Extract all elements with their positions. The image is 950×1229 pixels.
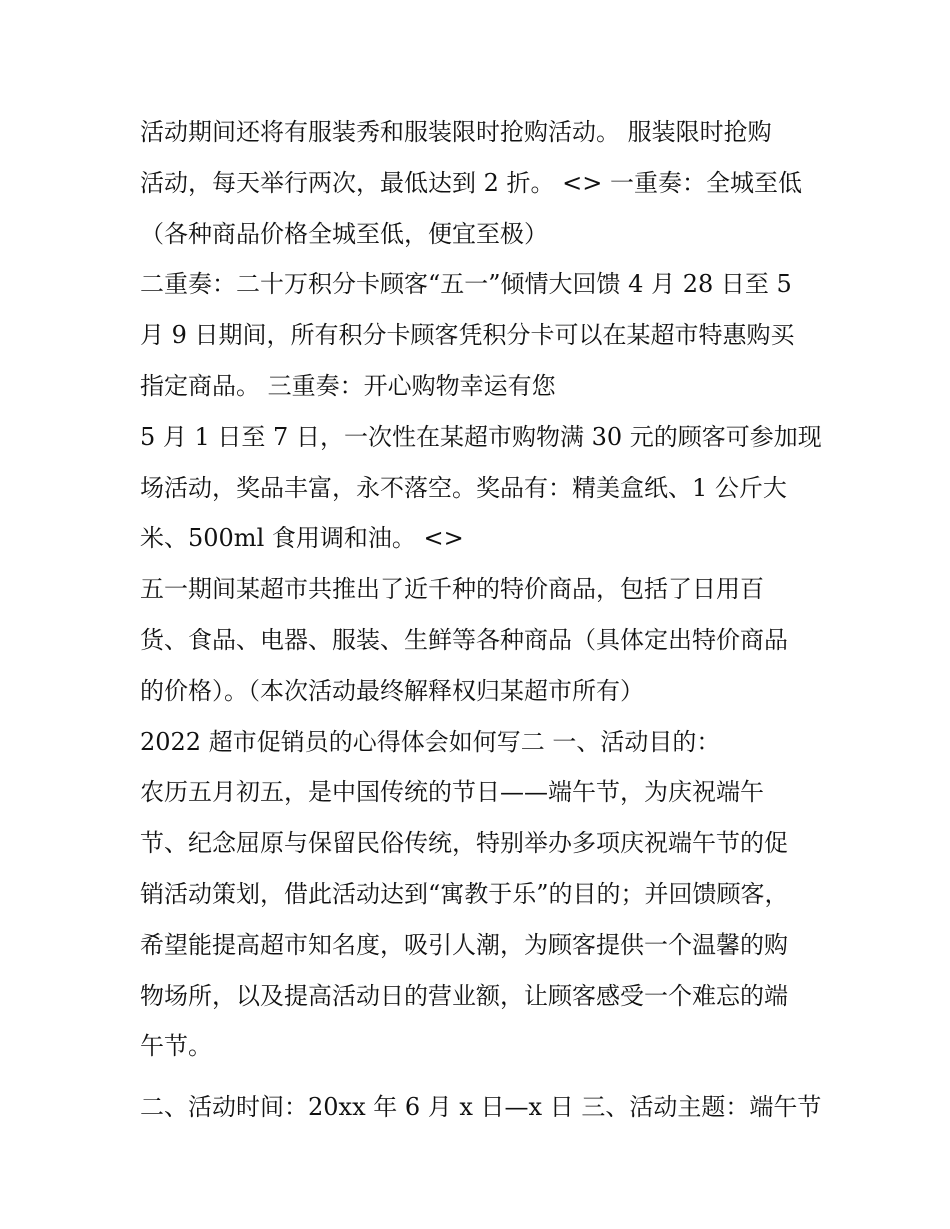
text-line: 节、纪念屈原与保留民俗传统，特别举办多项庆祝端午节的促 [140,829,788,858]
text-line: 活动，每天举行两次，最低达到 2 折。 <> 一重奏：全城至低 [140,168,803,197]
text-line: 指定商品。 三重奏：开心购物幸运有您 [140,371,556,400]
text-line: 的价格）。（本次活动最终解释权归某超市所有） [140,676,644,705]
paragraph-gap [140,1072,820,1082]
section-heading: 2022 超市促销员的心得体会如何写二 一、活动目的： [140,727,721,756]
text-line: 二、活动时间：20xx 年 6 月 x 日—x 日 三、活动主题：端午节 [140,1093,822,1122]
document-body [140,107,820,1133]
text-line: 物场所，以及提高活动日的营业额，让顾客感受一个难忘的端 [140,981,788,1010]
text-line: 场活动，奖品丰富，永不落空。奖品有：精美盒纸、1 公斤大 [140,473,787,502]
text-line: 农历五月初五，是中国传统的节日——端午节，为庆祝端午 [140,778,764,807]
text-line: 活动期间还将有服装秀和服装限时抢购活动。 服装限时抢购 [140,118,772,146]
text-line: 月 9 日期间，所有积分卡顾客凭积分卡可以在某超市特惠购买 [140,321,795,350]
text-line: 五一期间某超市共推出了近千种的特价商品，包括了日用百 [140,575,764,604]
text-line: 米、500ml 食用调和油。 <> [140,524,464,553]
text-line: 希望能提高超市知名度，吸引人潮，为顾客提供一个温馨的购 [140,930,788,959]
text-line: （各种商品价格全城至低，便宜至极） [140,219,548,248]
text-line: 货、食品、电器、服装、生鲜等各种商品（具体定出特价商品 [140,625,788,654]
text-line: 销活动策划，借此活动达到“寓教于乐”的目的；并回馈顾客， [140,879,789,908]
text-line: 5 月 1 日至 7 日，一次性在某超市购物满 30 元的顾客可参加现 [140,422,822,451]
text-line: 午节。 [140,1032,212,1061]
text-line: 二重奏：二十万积分卡顾客“五一”倾情大回馈 4 月 28 日至 5 [140,270,792,299]
